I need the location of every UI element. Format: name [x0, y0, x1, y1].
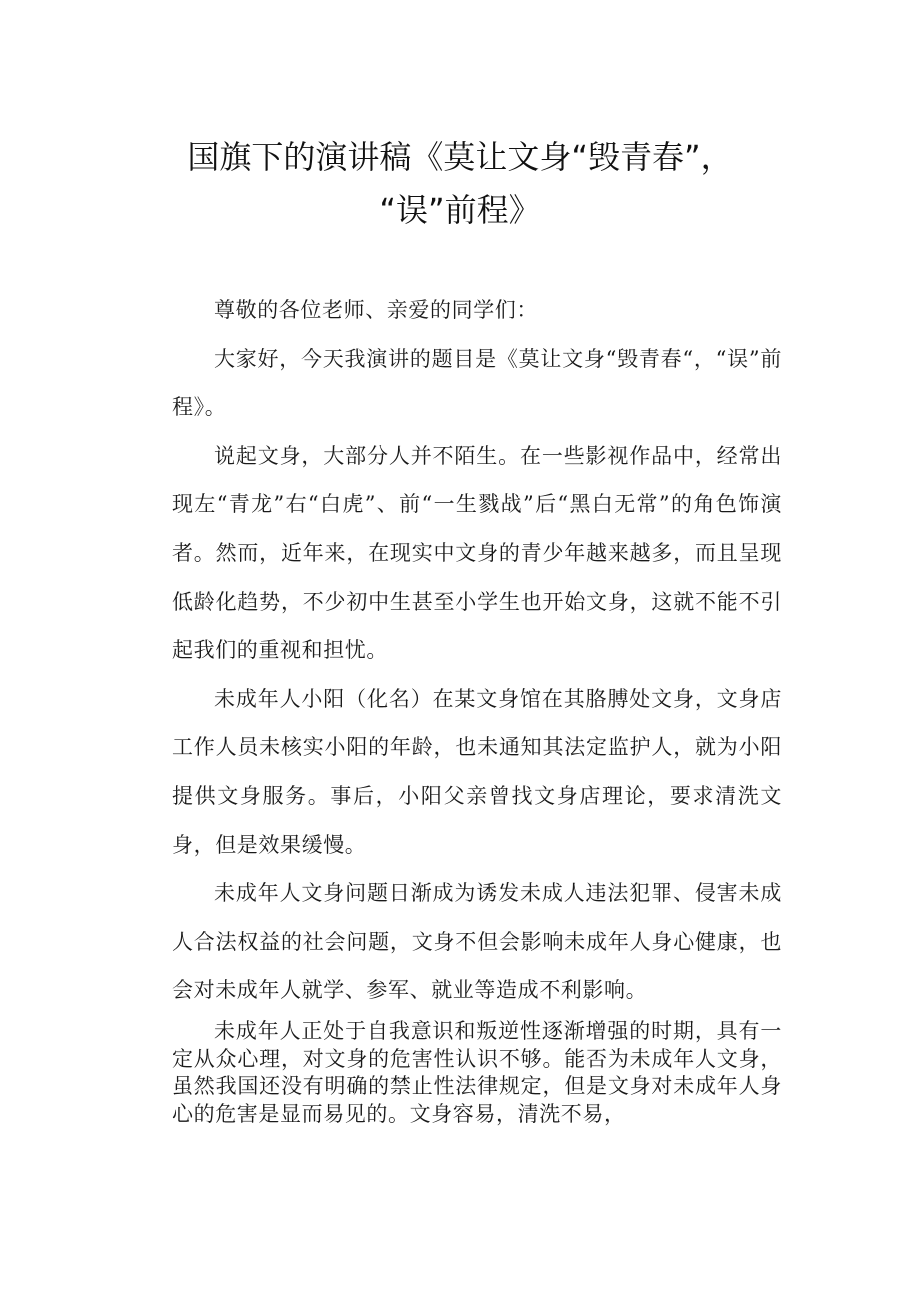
paragraph-intro: 大家好，今天我演讲的题目是《莫让文身“毁青春“，“误”前程》。 [172, 346, 782, 420]
title-line-1: 国旗下的演讲稿《莫让文身“毁青春”， [187, 138, 733, 176]
title-line-2: “误”前程》 [379, 191, 541, 229]
body-text-continued [172, 1018, 782, 1128]
paragraph-harm: 未成年人正处于自我意识和叛逆性逐渐增强的时期，具有一定从众心理，对文身的危害性认识不够。能否为未成年人文身，虽然我国还没有明确的禁止性法律规定，但是文身对未成年人身心的危害是显而易见的。文身容易，清洗不易， [172, 1019, 782, 1126]
paragraph-greeting: 尊敬的各位老师、亲爱的同学们： [214, 298, 538, 322]
paragraph-background: 说起文身，大部分人并不陌生。在一些影视作品中，经常出现左“青龙”右“白虎”、前“一生戮战”后“黑白无常”的角色饰演者。然而，近年来，在现实中文身的青少年越来越多，而且呈现低龄化趋势，不少初中生甚至小学生也开始文身，这就不能不引起我们的重视和担忧。 [172, 443, 782, 663]
paragraph-problem: 未成年人文身问题日渐成为诱发未成人违法犯罪、侵害未成人合法权益的社会问题，文身不但会影响未成年人身心健康，也会对未成年人就学、参军、就业等造成不利影响。 [172, 881, 782, 1003]
body-text [172, 286, 782, 1015]
paragraph-case: 未成年人小阳（化名）在某文身馆在其胳膊处文身，文身店工作人员未核实小阳的年龄，也未通知其法定监护人，就为小阳提供文身服务。事后，小阳父亲曾找文身店理论，要求清洗文身，但是效果缓慢。 [172, 686, 782, 857]
